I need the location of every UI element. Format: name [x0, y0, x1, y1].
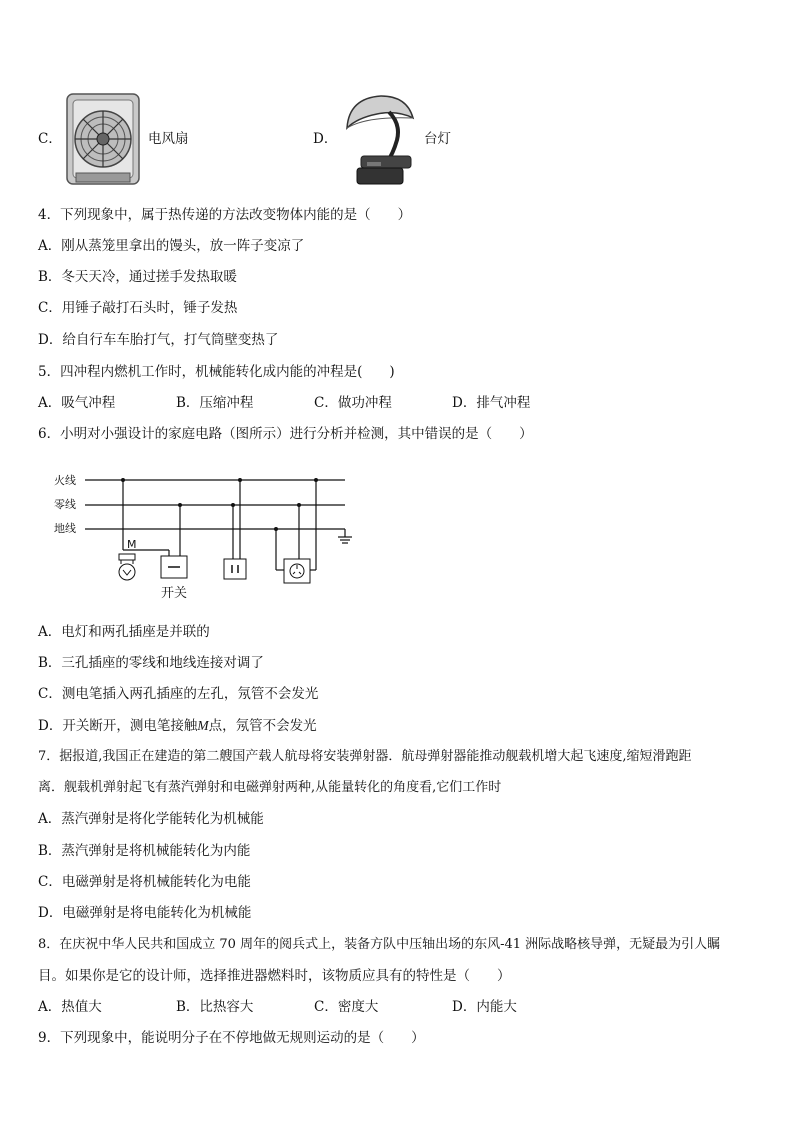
neutral-wire-label: 零线: [54, 498, 76, 511]
q9-stem: 9．下列现象中，能说明分子在不停地做无规则运动的是（ ）: [38, 1030, 425, 1046]
household-circuit-diagram: [50, 470, 360, 605]
q4-option-a: A．刚从蒸笼里拿出的馒头，放一阵子变凉了: [38, 238, 305, 254]
lamp-bulb: [119, 554, 135, 580]
q8-option-c: C．密度大: [314, 999, 379, 1015]
q4-option-b: B．冬天天冷，通过搓手发热取暖: [38, 269, 237, 285]
three-hole-socket: [284, 559, 310, 583]
q3-option-d-letter: D．: [313, 131, 338, 147]
switch-label: 开关: [161, 586, 188, 601]
desk-lamp-image: [337, 88, 419, 188]
q4-option-c: C．用锤子敲打石头时，锤子发热: [38, 300, 238, 316]
q7-option-a: A．蒸汽弹射是将化学能转化为机械能: [38, 811, 264, 827]
q7-stem-line2: 离．舰载机弹射起飞有蒸汽弹射和电磁弹射两种,从能量转化的角度看,它们工作时: [38, 780, 502, 795]
q6-option-c: C．测电笔插入两孔插座的左孔，氖管不会发光: [38, 686, 319, 702]
q7-option-c: C．电磁弹射是将机械能转化为电能: [38, 874, 251, 890]
q6-stem: 6．小明对小强设计的家庭电路（图所示）进行分析并检测，其中错误的是（ ）: [38, 426, 533, 442]
q6-option-d-point: M: [197, 718, 209, 733]
q6-option-a: A．电灯和两孔插座是并联的: [38, 624, 210, 640]
switch-box: [161, 556, 187, 578]
q8-option-a: A．热值大: [38, 999, 102, 1015]
q5-option-a: A．吸气冲程: [38, 395, 116, 411]
q6-option-d-suffix: 点，氖管不会发光: [208, 718, 317, 734]
q6-option-d: [38, 718, 317, 734]
q7-stem-line1: 7．据报道,我国正在建造的第二艘国产载人航母将安装弹射器．航母弹射器能推动舰载机增大起飞速度,缩短滑跑距: [38, 749, 692, 764]
q4-stem: 4．下列现象中，属于热传递的方法改变物体内能的是（ ）: [38, 207, 412, 223]
point-m-label: M: [127, 538, 137, 551]
q5-stem: 5．四冲程内燃机工作时，机械能转化成内能的冲程是( ): [38, 364, 395, 380]
q7-option-b: B．蒸汽弹射是将机械能转化为内能: [38, 843, 251, 859]
electric-fan-image: [66, 93, 140, 187]
two-hole-socket: [224, 559, 246, 579]
live-wire-label: 火线: [54, 474, 76, 487]
q5-option-d: D．排气冲程: [452, 395, 531, 411]
q6-option-b: B．三孔插座的零线和地线连接对调了: [38, 655, 264, 671]
q3-option-c-text: 电风扇: [148, 131, 189, 147]
q5-option-b: B．压缩冲程: [176, 395, 254, 411]
q7-option-d: D．电磁弹射是将电能转化为机械能: [38, 905, 252, 921]
q3-option-c-letter: C．: [38, 131, 62, 147]
q5-option-c: C．做功冲程: [314, 395, 392, 411]
q8-stem-line1: 8．在庆祝中华人民共和国成立 70 周年的阅兵式上，装备方队中压轴出场的东风-41 洲际战略核导弹，无疑最为引人瞩: [38, 937, 721, 952]
ground-wire-label: 地线: [54, 522, 76, 535]
q4-option-d: D．给自行车车胎打气，打气筒壁变热了: [38, 332, 279, 348]
q3-option-d-text: 台灯: [424, 131, 451, 147]
q8-stem-line2: 目。如果你是它的设计师，选择推进器燃料时，该物质应具有的特性是（ ）: [38, 968, 511, 984]
q8-option-d: D．内能大: [452, 999, 517, 1015]
q8-option-b: B．比热容大: [176, 999, 254, 1015]
q6-option-d-prefix: D．开关断开，测电笔接触: [38, 718, 198, 734]
